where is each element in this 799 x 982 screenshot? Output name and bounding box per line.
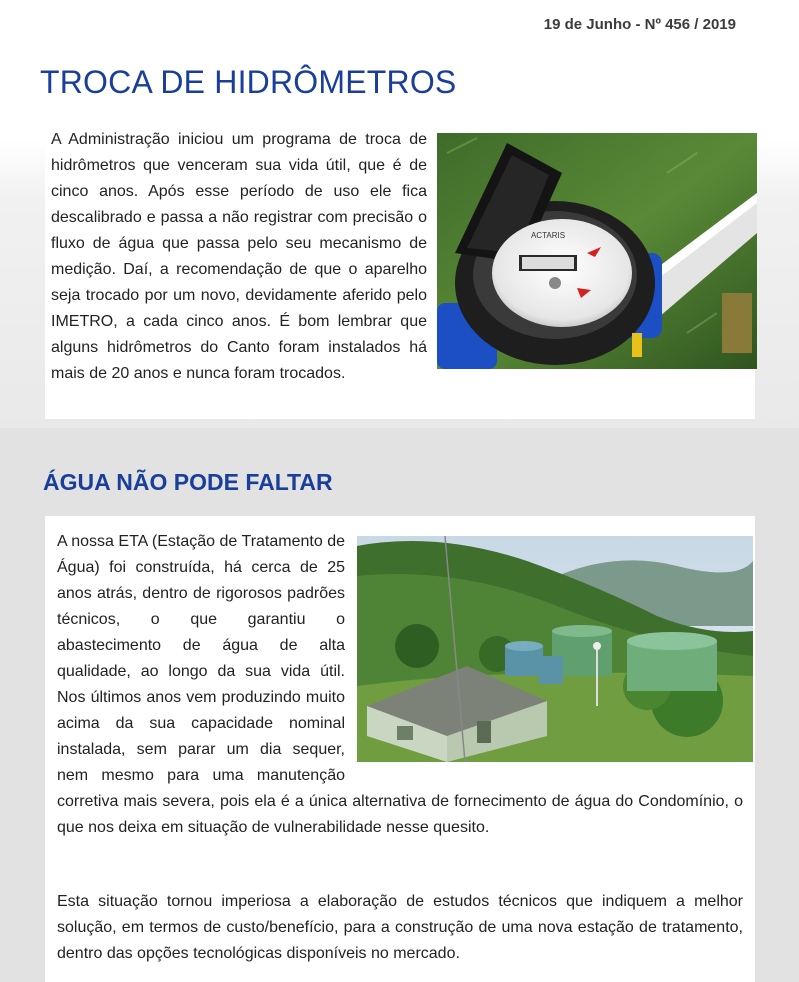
water-meter-photo xyxy=(437,133,757,369)
section-title-agua: ÁGUA NÃO PODE FALTAR xyxy=(43,469,333,495)
issue-date: 19 de Junho - Nº 456 / 2019 xyxy=(543,16,736,33)
article-card-hidrometros xyxy=(45,125,755,419)
article-body-agua xyxy=(57,529,743,841)
section-title-hidrometros: TROCA DE HIDRÔMETROS xyxy=(40,64,457,100)
article-body-hidrometros xyxy=(51,127,741,387)
water-treatment-station-photo xyxy=(357,536,753,762)
article-paragraph-agua-2: Esta situação tornou imperiosa a elaboração de estudos técnicos que indiquem a melhor solução, em termos de custo/benefício, para a construção de uma nova estação de tratamento, dentro das opções tecnológicas disponíveis no mercado. xyxy=(57,893,743,962)
article-card-agua xyxy=(45,516,755,982)
article-paragraph-hidrometros: A Administração iniciou um programa de troca de hidrômetros que venceram sua vida útil, que é de cinco anos. Após esse período de uso ele fica descalibrado e passa a não registrar com precisão o fluxo de água que passa pelo seu mecanismo de medição. Daí, a recomendação de que o aparelho seja trocado por um novo, devidamente aferido pelo IMETRO, a cada cinco anos. É bom lembrar que alguns hidrômetros do Canto foram instalados há mais de 20 anos e nunca foram trocados. xyxy=(51,131,427,382)
meter-brand-text: ACTARIS xyxy=(530,231,566,240)
article-paragraph-agua-1: A nossa ETA (Estação de Tratamento de Água) foi construída, há cerca de 25 anos atrás, dentro de rigorosos padrões técnicos, o que garantiu o abastecimento de água de alta qualidade, ao longo da sua vida útil. Nos últimos anos vem produzindo muito acima da sua capacidade nominal instalada, sem parar um dia sequer, nem mesmo para uma manutenção corretiva mais severa, pois ela é a única alternativa de fornecimento de água do Condomínio, o que nos deixa em situação de vulnerabilidade nesse quesito. xyxy=(57,533,743,836)
